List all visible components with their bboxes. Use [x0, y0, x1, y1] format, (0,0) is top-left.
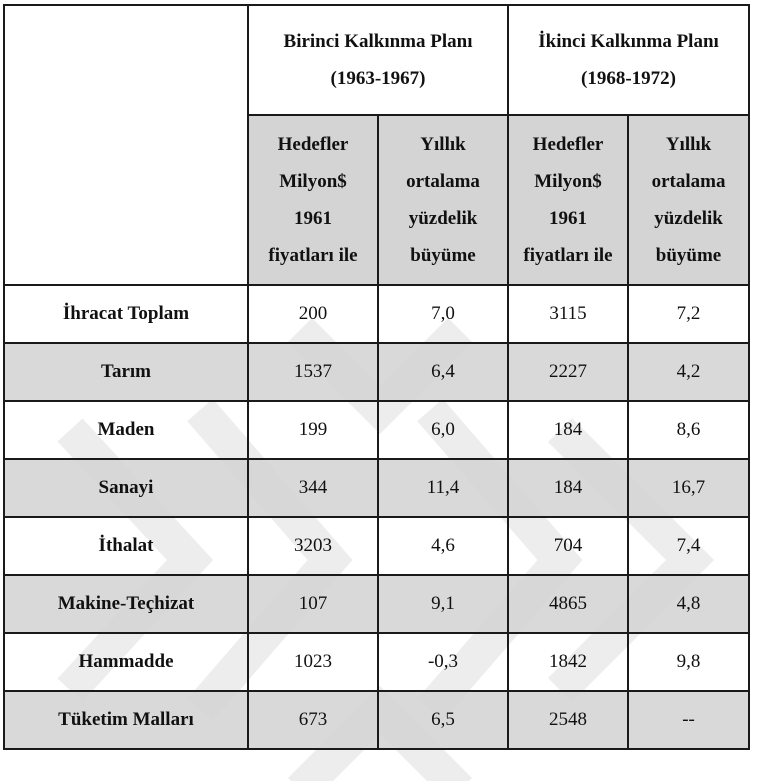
subheader-line: ortalama	[406, 171, 480, 192]
plan-header-row	[4, 5, 749, 115]
plan-name: İkinci Kalkınma Planı	[538, 31, 719, 52]
subheader-line: ortalama	[651, 171, 726, 192]
subheader-growth	[628, 115, 749, 285]
cell-value: 8,6	[628, 401, 749, 459]
cell-value: 7,0	[378, 285, 508, 343]
cell-value: --	[628, 691, 749, 749]
table-row	[4, 459, 749, 517]
plan-header-second	[508, 5, 749, 115]
row-label: İhracat Toplam	[4, 285, 248, 343]
row-label: Tüketim Malları	[4, 691, 248, 749]
cell-value: 184	[508, 401, 628, 459]
row-label: Sanayi	[4, 459, 248, 517]
cell-value: 2227	[508, 343, 628, 401]
cell-value: 344	[248, 459, 378, 517]
subheader-line: fiyatları ile	[523, 245, 613, 266]
subheader-line: fiyatları ile	[268, 245, 358, 266]
cell-value: 3115	[508, 285, 628, 343]
cell-value: 4,8	[628, 575, 749, 633]
cell-value: 6,0	[378, 401, 508, 459]
table-row	[4, 575, 749, 633]
subheader-line: 1961	[549, 208, 588, 229]
plan-period: (1968-1972)	[581, 68, 677, 89]
cell-value: 4,2	[628, 343, 749, 401]
subheader-line: Yıllık	[420, 134, 466, 155]
cell-value: 199	[248, 401, 378, 459]
cell-value: 2548	[508, 691, 628, 749]
cell-value: 11,4	[378, 459, 508, 517]
cell-value: -0,3	[378, 633, 508, 691]
subheader-target	[508, 115, 628, 285]
subheader-line: 1961	[294, 208, 332, 229]
subheader-line: Yıllık	[665, 134, 712, 155]
cell-value: 7,4	[628, 517, 749, 575]
table-row	[4, 633, 749, 691]
plan-period: (1963-1967)	[330, 68, 426, 89]
corner-cell	[4, 5, 248, 285]
subheader-line: büyüme	[410, 245, 476, 266]
cell-value: 4,6	[378, 517, 508, 575]
cell-value: 4865	[508, 575, 628, 633]
plan-name: Birinci Kalkınma Planı	[283, 31, 473, 52]
row-label: Tarım	[4, 343, 248, 401]
cell-value: 184	[508, 459, 628, 517]
subheader-line: Milyon$	[279, 171, 347, 192]
development-plan-table	[3, 4, 750, 750]
row-label: Makine-Teçhizat	[4, 575, 248, 633]
cell-value: 16,7	[628, 459, 749, 517]
row-label: Maden	[4, 401, 248, 459]
cell-value: 7,2	[628, 285, 749, 343]
subheader-line: büyüme	[655, 245, 722, 266]
subheader-target	[248, 115, 378, 285]
cell-value: 3203	[248, 517, 378, 575]
cell-value: 9,1	[378, 575, 508, 633]
cell-value: 9,8	[628, 633, 749, 691]
cell-value: 1537	[248, 343, 378, 401]
cell-value: 1023	[248, 633, 378, 691]
cell-value: 107	[248, 575, 378, 633]
cell-value: 704	[508, 517, 628, 575]
row-label: Hammadde	[4, 633, 248, 691]
subheader-line: Hedefler	[277, 134, 349, 155]
cell-value: 200	[248, 285, 378, 343]
cell-value: 6,5	[378, 691, 508, 749]
table-row	[4, 401, 749, 459]
cell-value: 673	[248, 691, 378, 749]
table-row	[4, 517, 749, 575]
row-label: İthalat	[4, 517, 248, 575]
subheader-line: Hedefler	[532, 134, 604, 155]
subheader-line: Milyon$	[534, 171, 602, 192]
cell-value: 6,4	[378, 343, 508, 401]
plan-header-first	[248, 5, 508, 115]
subheader-line: yüzdelik	[654, 208, 723, 229]
cell-value: 1842	[508, 633, 628, 691]
table-row	[4, 285, 749, 343]
table-row	[4, 691, 749, 749]
subheader-growth	[378, 115, 508, 285]
table-row	[4, 343, 749, 401]
subheader-line: yüzdelik	[408, 208, 478, 229]
